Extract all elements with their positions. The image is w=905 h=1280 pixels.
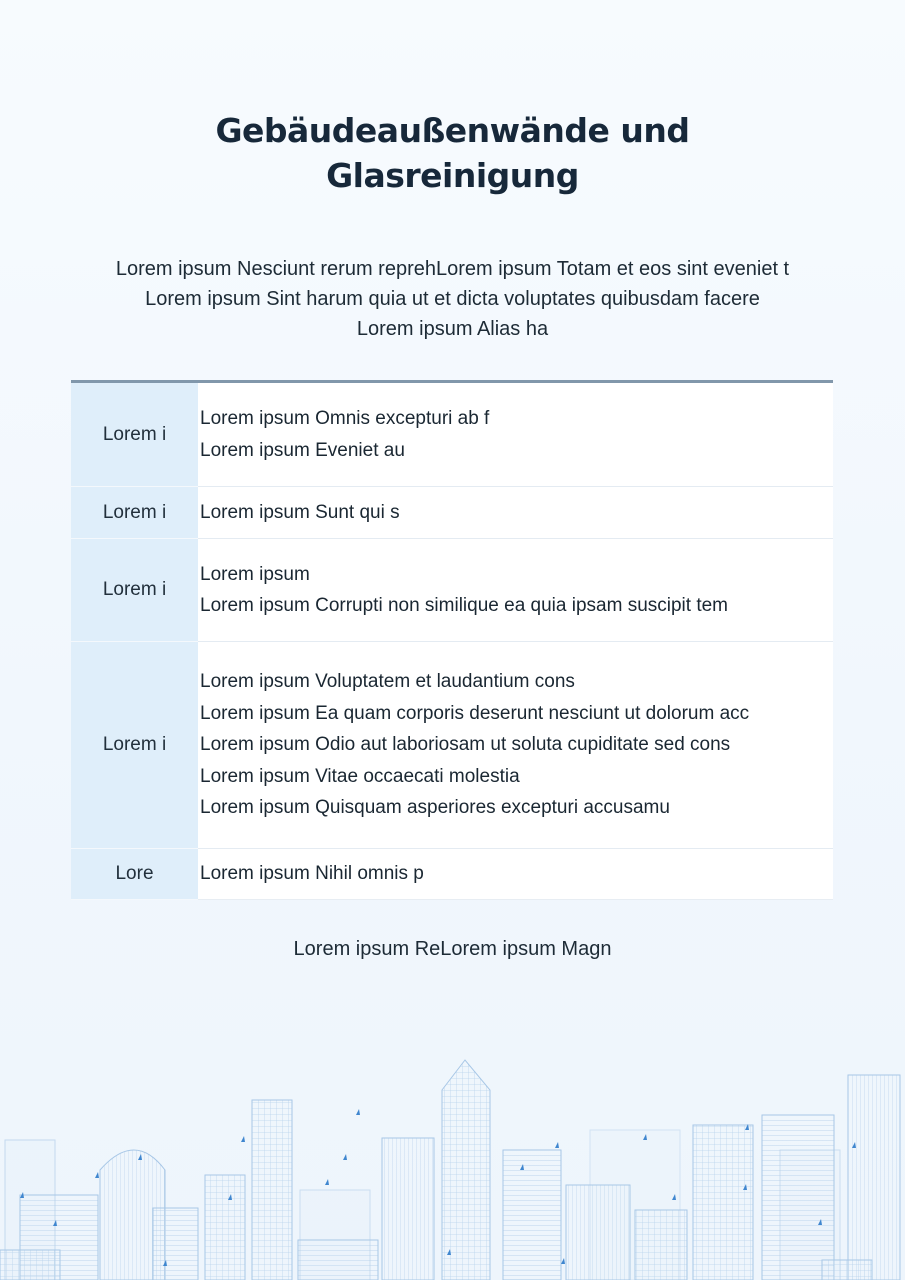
row-line: Lorem ipsum Voluptatem et laudantium cons (200, 671, 575, 693)
intro-line-1: Lorem ipsum Nesciunt rerum reprehLorem ipsum Totam et eos sint eveniet t (115, 258, 790, 280)
row-line: Lorem ipsum Vitae occaecati molestia (200, 765, 520, 787)
title-line-1: Gebäudeaußenwände und (215, 111, 690, 150)
row-line: Lorem ipsum (200, 563, 310, 585)
info-table (71, 380, 833, 900)
city-skyline-illustration (0, 1030, 905, 1280)
row-content (198, 383, 833, 486)
row-label: Lorem i (71, 487, 198, 539)
row-content (198, 849, 833, 899)
row-label: Lorem i (71, 539, 198, 642)
table-row (71, 383, 833, 487)
row-line: Lorem ipsum Nihil omnis p (200, 863, 424, 885)
row-line: Lorem ipsum Odio aut laboriosam ut soluta cupiditate sed cons (200, 734, 731, 756)
row-line: Lorem ipsum Omnis excepturi ab f (200, 408, 490, 429)
row-content (198, 539, 833, 641)
table-row (71, 487, 833, 539)
intro-line-3: Lorem ipsum Alias ha (356, 318, 549, 340)
row-line: Lorem ipsum Ea quam corporis deserunt nesciunt ut dolorum acc (200, 702, 750, 724)
table-row (71, 539, 833, 642)
row-line: Lorem ipsum Quisquam asperiores excepturi accusamu (200, 797, 670, 819)
footer-note: Lorem ipsum ReLorem ipsum Magn (293, 938, 612, 960)
row-line: Lorem ipsum Eveniet au (200, 439, 405, 461)
row-label: Lorem i (71, 642, 198, 849)
row-label: Lore (71, 849, 198, 900)
row-label: Lorem i (71, 383, 198, 487)
title-line-2: Glasreinigung (326, 156, 579, 195)
intro-paragraph (60, 254, 845, 344)
table-row (71, 642, 833, 849)
row-line: Lorem ipsum Corrupti non similique ea quia ipsam suscipit tem (200, 595, 729, 616)
row-content (198, 487, 833, 538)
intro-line-2: Lorem ipsum Sint harum quia ut et dicta voluptates quibusdam facere (145, 288, 760, 310)
page-title (0, 108, 905, 198)
row-line: Lorem ipsum Sunt qui s (200, 501, 400, 523)
row-content (198, 642, 833, 848)
table-row (71, 849, 833, 900)
